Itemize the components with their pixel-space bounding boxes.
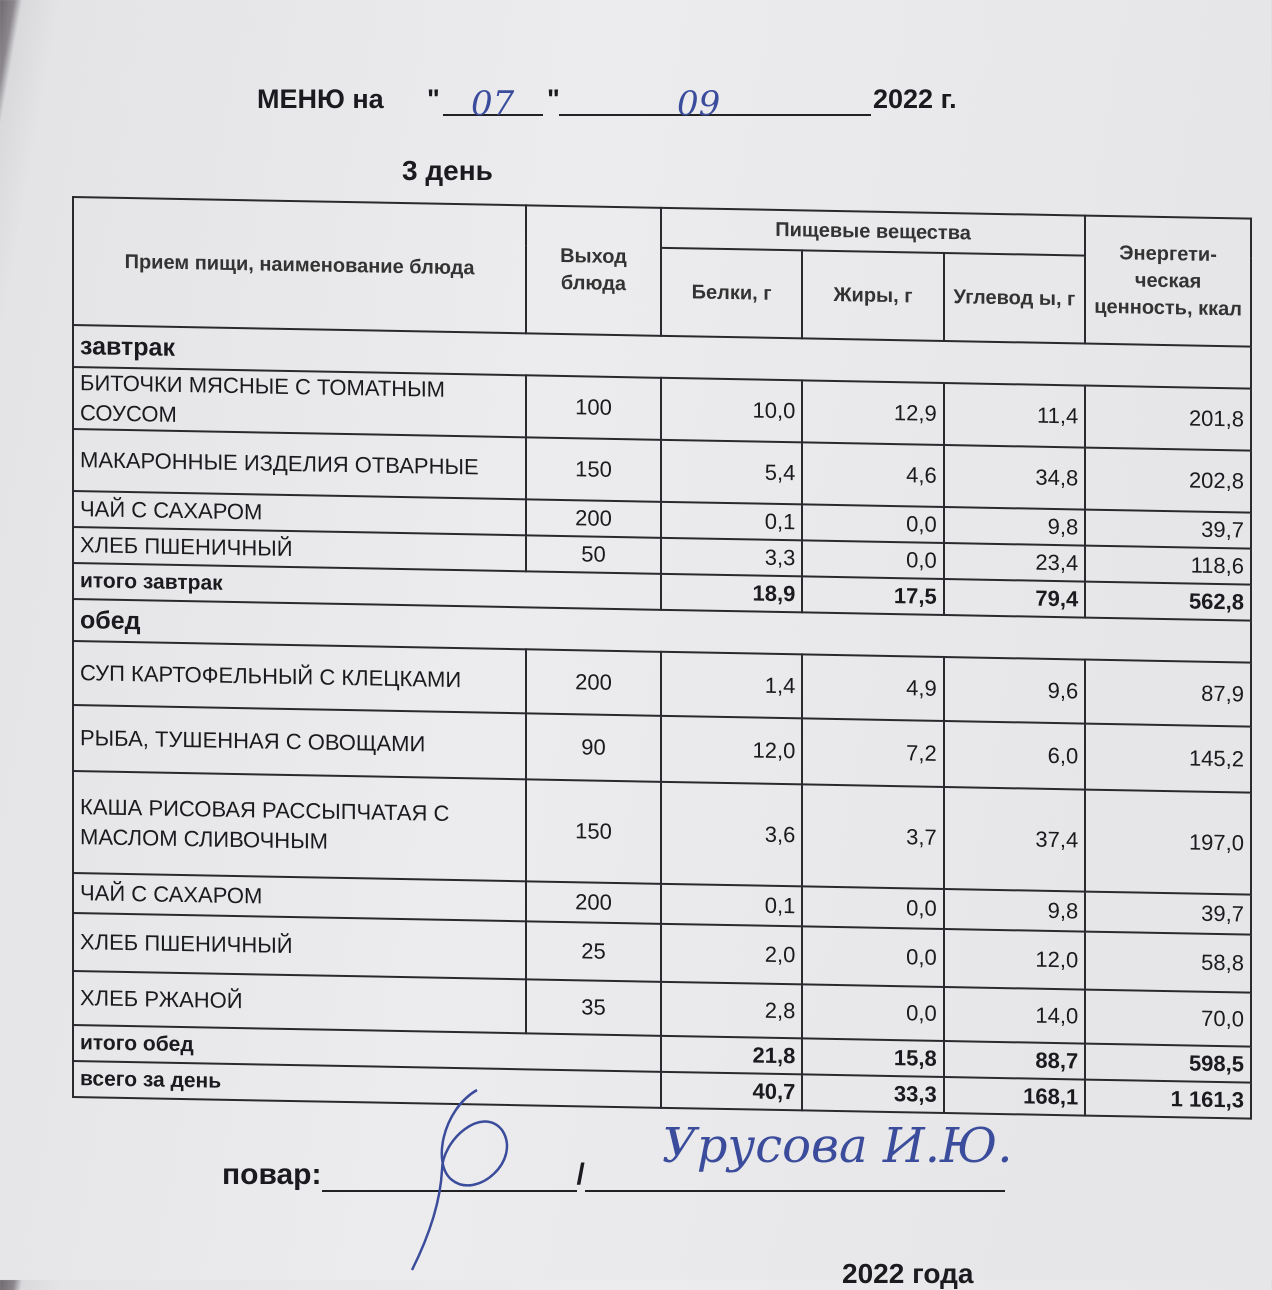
day-total-carbs: 168,1 [944,1077,1085,1116]
dish-carbs: 9,6 [944,657,1085,724]
dish-energy: 39,7 [1085,510,1251,549]
dish-name: БИТОЧКИ МЯСНЫЕ С ТОМАТНЫМ СОУСОМ [73,367,526,437]
dish-yield: 150 [526,779,661,883]
dish-yield: 200 [526,499,661,537]
menu-sheet [22,0,1272,1289]
dish-energy: 58,8 [1085,932,1251,993]
dish-name: ХЛЕБ ПШЕНИЧНЫЙ [73,527,526,571]
total-carbs: 79,4 [944,579,1085,618]
total-label: итого обед [73,1025,661,1072]
menu-title [257,74,977,124]
dish-yield: 35 [526,979,661,1035]
dish-protein: 12,0 [661,716,802,785]
dish-carbs: 14,0 [944,987,1085,1044]
dish-energy: 118,6 [1085,546,1251,585]
total-carbs: 88,7 [944,1041,1085,1080]
col-protein: Белки, г [661,248,802,339]
total-fat: 17,5 [802,576,943,615]
dish-name: ХЛЕБ РЖАНОЙ [73,971,526,1033]
dish-fat: 4,6 [802,442,943,507]
dish-energy: 70,0 [1085,990,1251,1047]
dish-energy: 197,0 [1085,790,1251,895]
col-nutrients: Пищевые вещества [661,208,1085,256]
dish-energy: 87,9 [1085,660,1251,727]
dish-carbs: 6,0 [944,721,1085,790]
dish-protein: 10,0 [661,378,802,443]
dish-yield: 200 [526,649,661,715]
col-yield: Выход блюда [526,205,661,335]
total-energy: 598,5 [1085,1044,1251,1083]
next-menu-cutoff: 2022 года [842,1258,974,1289]
dish-fat: 12,9 [802,380,943,445]
dish-energy: 202,8 [1085,448,1251,513]
total-protein: 21,8 [661,1036,802,1075]
day-label: 3 день [402,155,493,186]
month-blank [559,74,871,124]
year-label: 2022 г. [873,84,957,114]
signature-name: Урусова И.Ю. [662,1118,1013,1174]
menu-table-body [73,325,1251,1119]
dish-yield: 90 [526,713,661,781]
dish-fat: 0,0 [802,926,943,987]
dish-fat: 4,9 [802,654,943,721]
dish-yield: 200 [526,881,661,923]
handwritten-month: 09 [677,84,721,124]
dish-fat: 7,2 [802,718,943,787]
dish-yield: 25 [526,921,661,981]
dish-protein: 1,4 [661,652,802,719]
dish-name: СУП КАРТОФЕЛЬНЫЙ С КЛЕЦКАМИ [73,641,526,713]
quote-open: " [427,84,440,114]
dish-protein: 0,1 [661,502,802,541]
dish-protein: 2,0 [661,924,802,985]
dish-fat: 3,7 [802,784,943,889]
dish-carbs: 23,4 [944,543,1085,582]
total-fat: 15,8 [802,1038,943,1077]
dish-carbs: 12,0 [944,929,1085,990]
dish-name: ХЛЕБ ПШЕНИЧНЫЙ [73,913,526,979]
dish-carbs: 34,8 [944,445,1085,510]
total-label: итого завтрак [73,563,661,610]
day-total-protein: 40,7 [661,1072,802,1111]
quote-close: " [547,84,560,114]
dish-name: РЫБА, ТУШЕННАЯ С ОВОЩАМИ [73,705,526,779]
dish-yield: 100 [526,375,661,439]
dish-carbs: 9,8 [944,889,1085,932]
dish-protein: 3,3 [661,538,802,577]
dish-protein: 0,1 [661,884,802,927]
menu-table [72,196,1252,1120]
dish-fat: 0,0 [802,540,943,579]
day-total-fat: 33,3 [802,1074,943,1113]
dish-fat: 0,0 [802,984,943,1041]
col-fat: Жиры, г [802,250,943,341]
dish-carbs: 37,4 [944,787,1085,892]
dish-fat: 0,0 [802,504,943,543]
menu-label: МЕНЮ на [257,84,384,114]
dish-protein: 5,4 [661,440,802,505]
total-protein: 18,9 [661,574,802,613]
dish-carbs: 9,8 [944,507,1085,546]
dish-name: МАКАРОННЫЕ ИЗДЕЛИЯ ОТВАРНЫЕ [73,429,526,499]
day-total-energy: 1 161,3 [1085,1080,1251,1119]
dish-fat: 0,0 [802,886,943,929]
col-meal: Прием пищи, наименование блюда [73,197,526,333]
section-title: завтрак [73,325,1251,389]
col-carbs: Углевод ы, г [944,253,1085,344]
dish-protein: 2,8 [661,982,802,1039]
total-energy: 562,8 [1085,582,1251,621]
col-energy: Энергети-ческая ценность, ккал [1085,216,1251,347]
dish-energy: 39,7 [1085,892,1251,935]
day-blank [443,74,543,124]
handwritten-day: 07 [471,84,515,124]
cook-signature [382,1070,582,1280]
dish-yield: 50 [526,535,661,573]
dish-energy: 201,8 [1085,386,1251,451]
dish-yield: 150 [526,437,661,501]
dish-energy: 145,2 [1085,724,1251,793]
dish-carbs: 11,4 [944,383,1085,448]
dish-protein: 3,6 [661,782,802,887]
dish-name: ЧАЙ С САХАРОМ [73,873,526,921]
cook-label: повар: [222,1158,322,1191]
dish-name: КАША РИСОВАЯ РАССЫПЧАТАЯ С МАСЛОМ СЛИВОЧНЫМ [73,771,526,881]
section-title: обед [73,599,1251,663]
menu-table-wrapper [72,196,1252,1120]
dish-name: ЧАЙ С САХАРОМ [73,491,526,535]
separator: / [576,1158,585,1191]
day-total-label: всего за день [73,1061,661,1108]
